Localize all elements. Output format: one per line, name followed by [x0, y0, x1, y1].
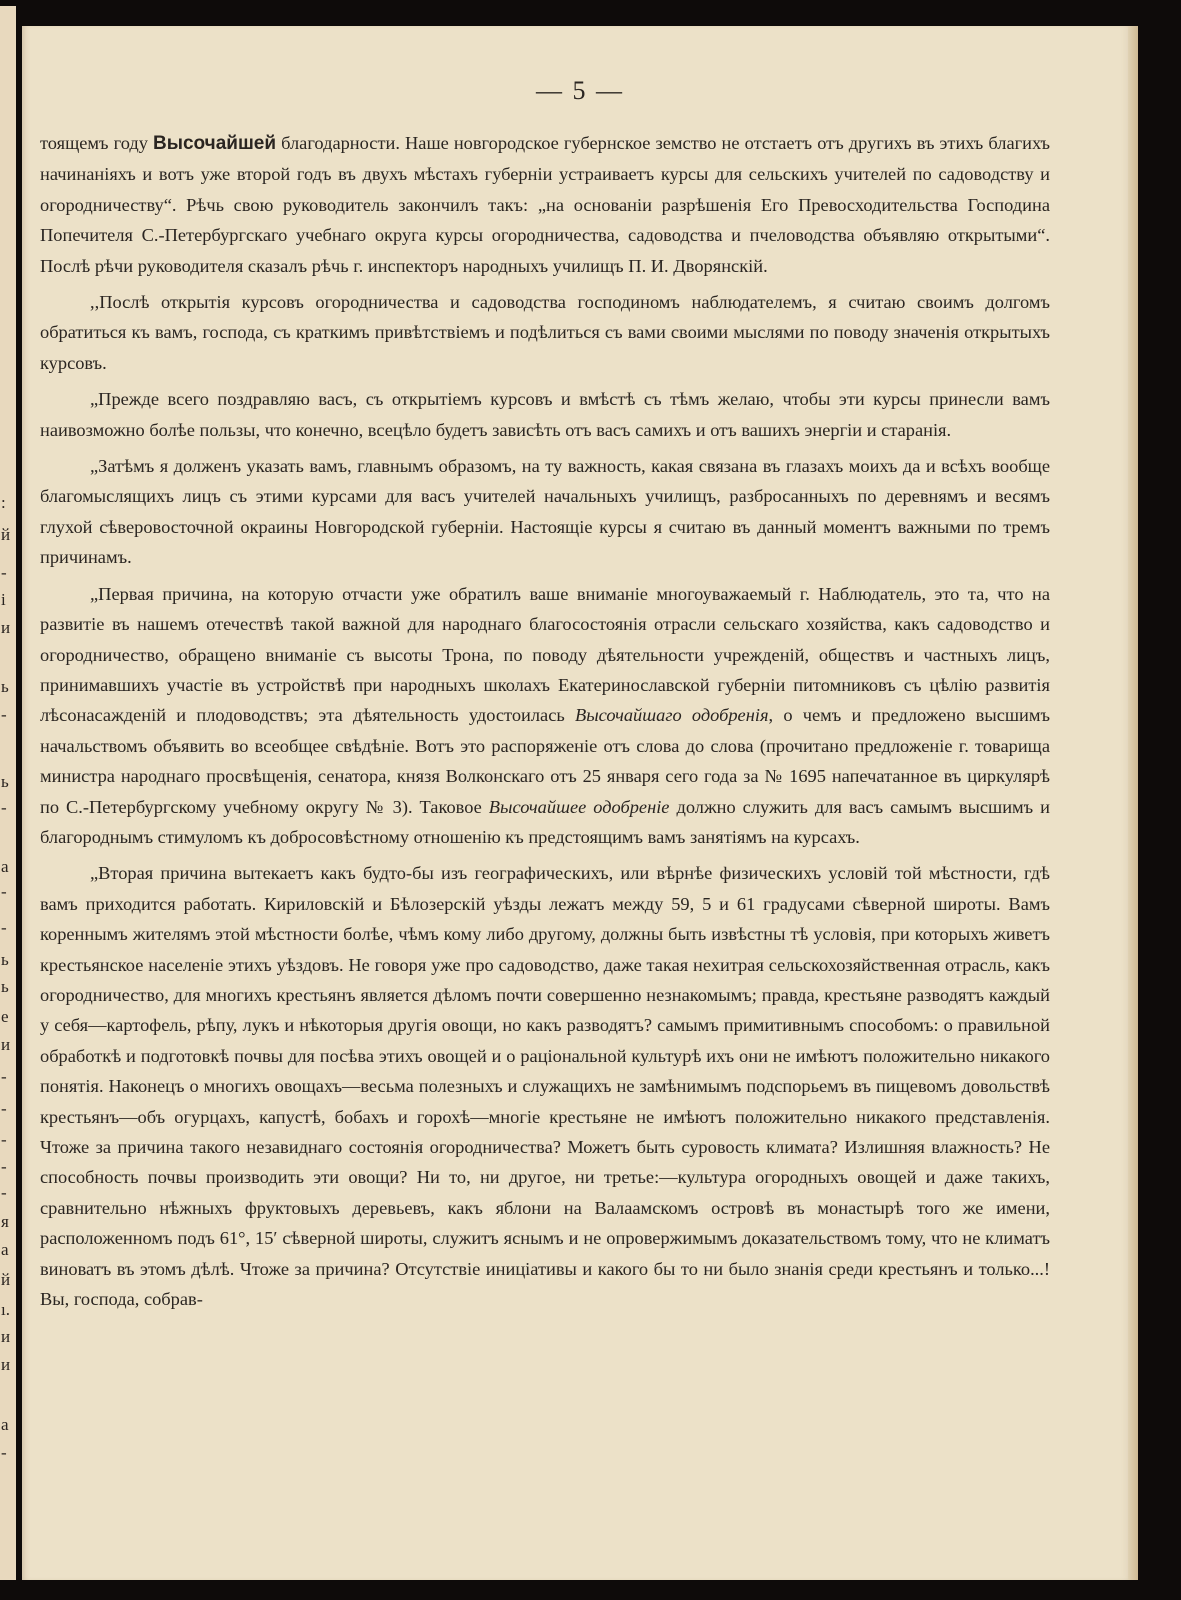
text-run: „Вторая причина вытекаетъ какъ будто-бы изъ географическихъ, или вѣрнѣе физическихъ условій той мѣстности, гдѣ вамъ приходится работать. Кириловскій и Бѣлозерскій уѣзды лежатъ между 59, 5 и 61 градусами сѣверной широты. Вамъ кореннымъ жителямъ этой мѣстности болѣе, чѣмъ кому либо другому, должны быть извѣстны тѣ условія, при которыхъ живетъ крестьянское населеніе этихъ уѣздовъ. Не говоря уже про садоводство, даже такая нехитрая сельскохозяйственная отрасль, какъ огородничество, для многихъ крестьянъ является дѣломъ почти совершенно незнакомымъ; правда, крестьяне разводятъ каждый у себя—картофель, рѣпу, лукъ и нѣкоторыя другія овощи, но какъ разводятъ? самымъ примитивнымъ способомъ: о правильной обработкѣ и подготовкѣ почвы для посѣва этихъ овощей и о раціональной культурѣ ихъ они не имѣютъ положительно никакого понятія. Наконецъ о многихъ овощахъ—весьма полезныхъ и служащихъ не замѣнимымъ подспорьемъ въ пищевомъ довольствѣ крестьянъ—объ огурцахъ, капустѣ, бобахъ и горохѣ—многіе крестьяне не имѣютъ положительно никакого представленія. Чтоже за причина такого незавиднаго состоянія огородничества? Можетъ быть суровость климата? Излишняя влажность? Не способность почвы производить эти овощи? Ни то, ни другое, ни третье:—культура огородныхъ овощей и даже такихъ, сравнительно нѣжныхъ фруктовыхъ деревьевъ, какъ яблони на Валаамскомъ островѣ въ монастырѣ того же имени, расположенномъ подъ 61°, 15′ сѣверной широты, служитъ яснымъ и не опровержимымъ доказательствомъ тому, что не климатъ виноватъ въ этомъ дѣлѣ. Чтоже за причина? Отсутствіе иниціативы и какого бы то ни было знанія среди крестьянъ и только...! Вы, господа, собрав-	[40, 863, 1050, 1310]
adjacent-page-char: ь	[1, 677, 9, 696]
adjacent-page-char: и	[1, 1355, 11, 1374]
page-edge-shadow	[1128, 26, 1138, 1580]
adjacent-page-char: і	[1, 590, 6, 609]
adjacent-page-char: -	[1, 1099, 7, 1118]
italic-emphasis: Высочайшаго одобренія	[574, 705, 769, 726]
adjacent-page-char: ı.	[1, 1300, 10, 1319]
adjacent-page-char: :	[1, 493, 6, 512]
adjacent-page-char: е	[1, 1007, 9, 1026]
text-run: благодарности. Наше новгородское губернское земство не отстаетъ отъ другихъ въ этихъ благихъ начинаніяхъ и вотъ уже второй годъ въ двухъ мѣстахъ губерніи устраиваетъ курсы для сельскихъ учителей по садоводству и огородничеству“. Рѣчь свою руководитель закончилъ такъ: „на основаніи разрѣшенія Его Превосходительства Господина Попечителя С.-Петербургскаго учебнаго округа курсы огородничества, садоводства и пчеловодства объявляю открытыми“. Послѣ рѣчи руководителя сказалъ рѣчь г. инспекторъ народныхъ училищъ П. И. Дворянскій.	[40, 133, 1050, 276]
text-run: „Затѣмъ я долженъ указать вамъ, главнымъ образомъ, на ту важность, какая связана въ глазахъ моихъ да и всѣхъ вообще благомыслящихъ лицъ съ этими курсами для васъ учителей начальныхъ училищъ, разбросанныхъ по деревнямъ и весямъ глухой сѣверовосточной окраины Новгородской губерніи. Настоящіе курсы я считаю въ данный моментъ важными по тремъ причинамъ.	[40, 456, 1050, 568]
paragraph	[40, 128, 1050, 281]
adjacent-page-char: а	[1, 857, 9, 876]
text-run: „Прежде всего поздравляю васъ, съ открытіемъ курсовъ и вмѣстѣ съ тѣмъ желаю, чтобы эти курсы принесли вамъ наивозможно болѣе пользы, что конечно, всецѣло будетъ зависѣть отъ васъ самихъ и отъ вашихъ энергіи и старанія.	[40, 389, 1050, 440]
paragraph	[40, 858, 1050, 1314]
page-number: — 5 —	[536, 76, 624, 105]
adjacent-page-char: -	[1, 563, 7, 582]
adjacent-page-char: -	[1, 882, 7, 901]
text-run: „Первая причина, на которую отчасти уже обратилъ ваше вниманіе многоуважаемый г. Наблюдатель, это та, что на развитіе въ нашемъ отечествѣ такой важной для народнаго благосостоянія отрасли сельскаго хозяйства, какъ садоводство и огородничество, обращено вниманіе съ высоты Трона, по поводу дѣятельности учрежденій, обществъ и частныхъ лицъ, принимавшихъ участіе въ устройствѣ при народныхъ школахъ Екатеринославской губерніи питомниковъ съ цѣлію развитія лѣсонасажденій и плодоводствъ; эта дѣятельность удостоилась	[40, 583, 1050, 726]
adjacent-page-char: ь	[1, 950, 9, 969]
adjacent-page-char: й	[1, 1270, 11, 1289]
adjacent-page-char: -	[1, 1183, 7, 1202]
text-run: , о чемъ и предложено высшимъ начальствомъ объявить во всеобщее свѣдѣніе. Вотъ это распоряженіе отъ слова до слова (прочитано предложеніе г. товарища министра народнаго просвѣщенія, сенатора, князя Волконскаго отъ 25 января сего года за № 1695 напечатанное въ циркулярѣ по С.-Петербургскому учебному округу № 3). Таковое	[40, 705, 1051, 817]
adjacent-page-char: -	[1, 1130, 7, 1149]
adjacent-page-char: -	[1, 1157, 7, 1176]
adjacent-page-char: -	[1, 798, 7, 817]
adjacent-page-char: -	[1, 918, 7, 937]
paragraph	[40, 451, 1050, 573]
adjacent-page-char: -	[1, 705, 7, 724]
text-run: ,,Послѣ открытія курсовъ огородничества и садоводства господиномъ наблюдателемъ, я считаю своимъ долгомъ обратиться къ вамъ, господа, съ краткимъ привѣтствіемъ и подѣлиться съ вами своими мыслями по поводу значенія открытыхъ курсовъ.	[40, 292, 1050, 373]
paragraph	[40, 579, 1050, 853]
paragraph	[40, 287, 1050, 378]
bold-emphasis: Высочайшей	[153, 133, 277, 154]
adjacent-page-char: -	[1, 1067, 7, 1086]
adjacent-page-char: ь	[1, 772, 9, 791]
adjacent-page-char: а	[1, 1240, 9, 1259]
text-run: тоящемъ году	[40, 133, 154, 153]
adjacent-page-char: и	[1, 1035, 11, 1054]
text-run: должно служить для васъ самымъ высшимъ и благороднымъ стимуломъ къ добросовѣстному отношенію къ предстоящимъ вамъ занятіямъ на курсахъ.	[40, 796, 1051, 847]
body-text	[40, 128, 1050, 1314]
italic-emphasis: Высочайшее одобреніе	[488, 796, 670, 817]
adjacent-page-edge	[0, 6, 16, 1580]
adjacent-page-char: ь	[1, 977, 9, 996]
adjacent-page-char: -	[1, 1443, 7, 1462]
adjacent-page-char: и	[1, 1327, 11, 1346]
adjacent-page-char: а	[1, 1415, 9, 1434]
document-page	[22, 26, 1138, 1580]
adjacent-page-char: й	[1, 525, 11, 544]
paragraph	[40, 384, 1050, 445]
adjacent-page-char: я	[1, 1212, 9, 1231]
adjacent-page-char: и	[1, 618, 11, 637]
